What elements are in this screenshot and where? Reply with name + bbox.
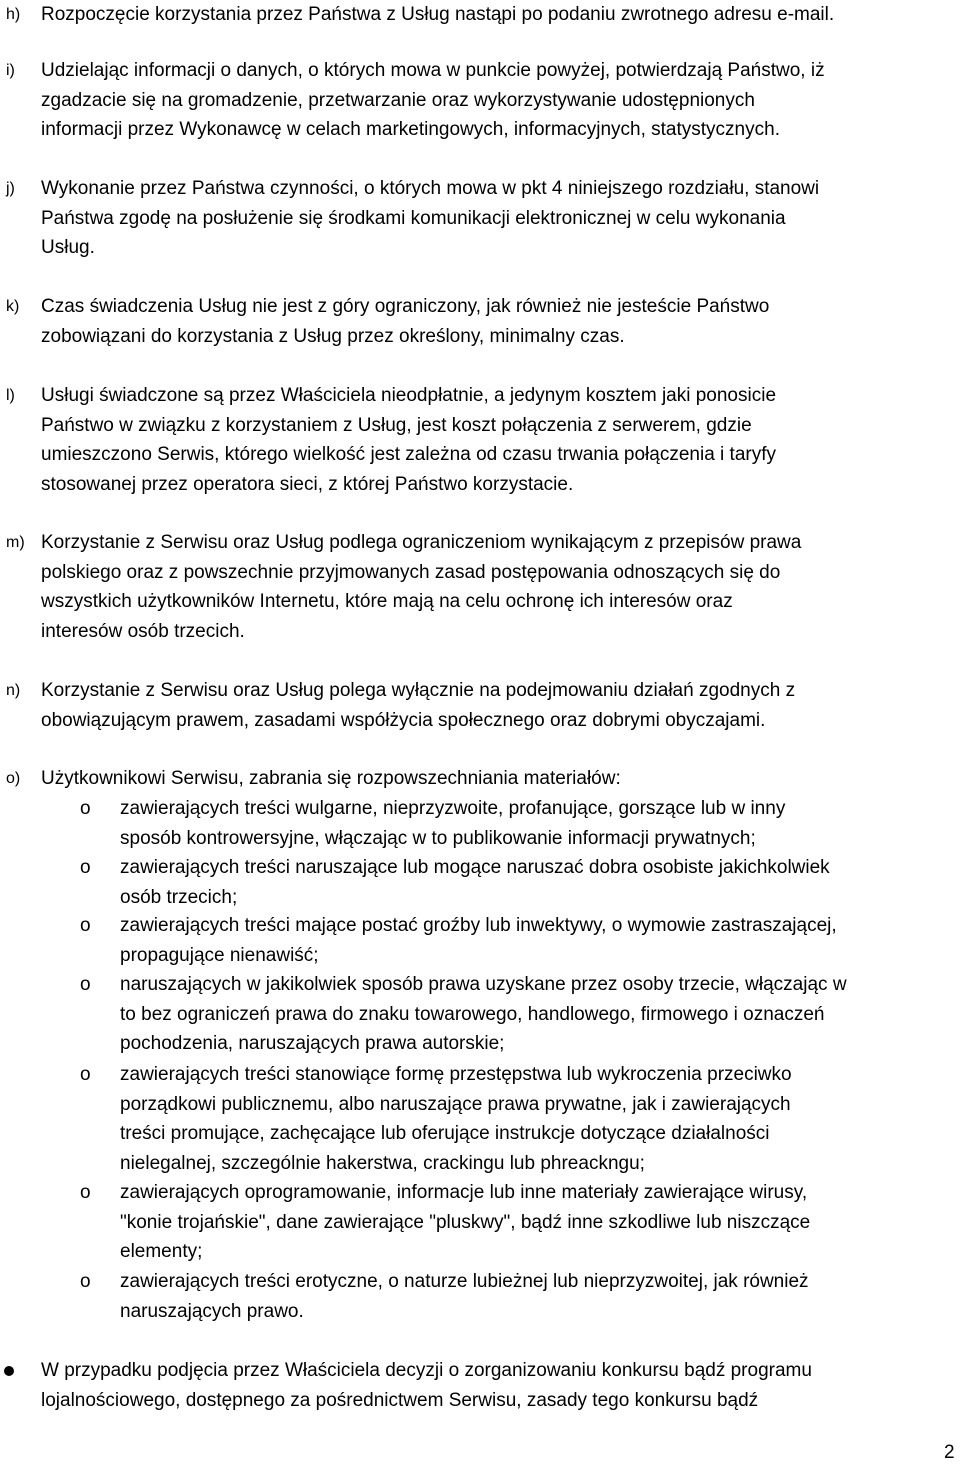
sub-list-item-text: zawierających treści wulgarne, nieprzyzwoite, profanujące, gorszące lub w inny sposób kontrowersyjne, włączając w to publikowanie informacji prywatnych; — [120, 798, 786, 849]
list-item-text: Czas świadczenia Usług nie jest z góry ograniczony, jak również nie jesteście Państwo zobowiązani do korzystania z Usług przez określony, minimalny czas. — [41, 296, 770, 347]
sub-list-item-text: zawierających treści mające postać groźby lub inwektywy, o wymowie zastraszającej, propagujące nienawiść; — [120, 915, 837, 966]
bullet-item-text: W przypadku podjęcia przez Właściciela decyzji o zorganizowaniu konkursu bądź programu lojalnościowego, dostępnego za pośrednictwem Serwisu, zasady tego konkursu bądź — [41, 1360, 812, 1411]
list-marker: o) — [6, 770, 21, 787]
page-number: 2 — [944, 1442, 955, 1463]
sub-list-marker: o — [80, 1182, 91, 1203]
sub-list-item-text: zawierających treści erotyczne, o naturze lubieżnej lub nieprzyzwoitej, jak również naruszających prawo. — [120, 1271, 809, 1322]
sub-list-item-text: zawierających treści naruszające lub mogące naruszać dobra osobiste jakichkolwiek osób trzecich; — [120, 857, 830, 908]
list-marker: l) — [6, 387, 15, 404]
sub-list-marker: o — [80, 1271, 91, 1292]
sub-list-item-text: naruszających w jakikolwiek sposób prawa uzyskane przez osoby trzecie, włączając w to bez ograniczeń prawa do znaku towarowego, handlowego, firmowego i oznaczeń pochodzenia, naruszających prawa autorskie; — [120, 974, 847, 1054]
sub-list-marker: o — [80, 915, 91, 936]
list-marker: n) — [6, 682, 21, 699]
list-item-text: Usługi świadczone są przez Właściciela nieodpłatnie, a jedynym kosztem jaki ponosicie Państwo w związku z korzystaniem z Usług, jest koszt połączenia z serwerem, gdzie umieszczono Serwis, którego wielkość jest zależna od czasu trwania połączenia i taryfy stosowanej przez operatora sieci, z której Państwo korzystacie. — [41, 385, 777, 495]
list-item-text: Rozpoczęcie korzystania przez Państwa z Usług nastąpi po podaniu zwrotnego adresu e-mail. — [41, 4, 835, 25]
list-item-text: Wykonanie przez Państwa czynności, o których mowa w pkt 4 niniejszego rozdziału, stanowi Państwa zgodę na posłużenie się środkami komunikacji elektronicznej w celu wykonania Usług. — [41, 178, 820, 258]
sub-list-marker: o — [80, 974, 91, 995]
list-marker: h) — [6, 6, 21, 23]
sub-list-item-text: zawierających oprogramowanie, informacje lub inne materiały zawierające wirusy, "konie trojańskie", dane zawierające "pluskwy", bądź inne szkodliwe lub niszczące elementy; — [120, 1182, 811, 1262]
list-item-text: Udzielając informacji o danych, o których mowa w punkcie powyżej, potwierdzają Państwo, iż zgadzacie się na gromadzenie, przetwarzanie oraz wykorzystywanie udostępnionych informacji przez Wykonawcę w celach marketingowych, informacyjnych, statystycznych. — [41, 60, 825, 140]
sub-list-marker: o — [80, 798, 91, 819]
list-marker: m) — [6, 534, 25, 551]
list-marker: i) — [6, 62, 15, 79]
list-item-text: Użytkownikowi Serwisu, zabrania się rozpowszechniania materiałów: — [41, 768, 621, 789]
list-marker: j) — [6, 180, 15, 197]
bullet-dot-icon — [4, 1366, 14, 1376]
sub-list-marker: o — [80, 1064, 91, 1085]
list-item-text: Korzystanie z Serwisu oraz Usług podlega ograniczeniom wynikającym z przepisów prawa polskiego oraz z powszechnie przyjmowanych zasad postępowania odnoszących się do wszystkich użytkowników Internetu, które mają na celu ochronę ich interesów oraz interesów osób trzecich. — [41, 532, 802, 642]
sub-list-item-text: zawierających treści stanowiące formę przestępstwa lub wykroczenia przeciwko porządkowi publicznemu, albo naruszające prawa prywatne, jak i zawierających treści promujące, zachęcające lub oferujące instrukcje dotyczące działalności nielegalnej, szczególnie hakerstwa, crackingu lub phreackngu; — [120, 1064, 792, 1174]
list-item-text: Korzystanie z Serwisu oraz Usług polega wyłącznie na podejmowaniu działań zgodnych z obowiązującym prawem, zasadami współżycia społecznego oraz dobrymi obyczajami. — [41, 680, 796, 731]
list-marker: k) — [6, 298, 20, 315]
sub-list-marker: o — [80, 857, 91, 878]
